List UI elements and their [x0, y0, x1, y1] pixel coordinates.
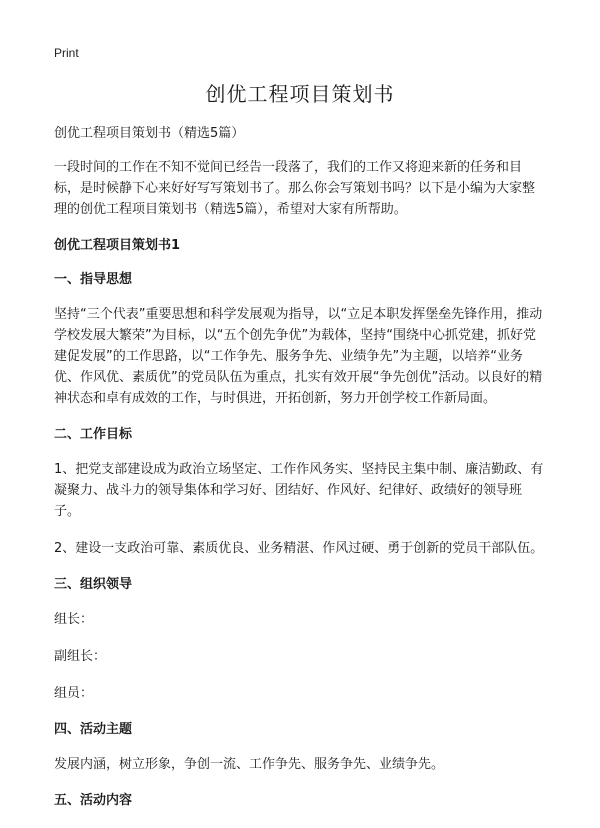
section-title: 创优工程项目策划书1	[54, 238, 181, 253]
paragraph-activity-theme: 发展内涵，树立形象，争创一流、工作争先、服务争先、业绩争先。	[54, 757, 445, 772]
document-subtitle: 创优工程项目策划书（精选5篇）	[54, 126, 245, 141]
heading-guiding-ideology: 一、指导思想	[54, 272, 133, 287]
intro-paragraph: 一段时间的工作在不知不觉间已经告一段落了，我们的工作又将迎来新的任务和目标，是时候静下心来好好写写策划书了。那么你会写策划书吗？以下是小编为大家整理的创优工程项目策划书（精选5篇），希望对大家有所帮助。	[54, 160, 536, 217]
leader-line: 组长：	[54, 612, 94, 627]
paragraph-goal-2: 2、建设一支政治可靠、素质优良、业务精湛、作风过硬、勇于创新的党员干部队伍。	[54, 541, 544, 556]
document-body	[54, 123, 546, 825]
heading-work-goals: 二、工作目标	[54, 427, 133, 442]
heading-activity-content: 五、活动内容	[54, 793, 133, 808]
paragraph-guiding-ideology: 坚持“三个代表”重要思想和科学发展观为指导，以“立足本职发挥堡垒先锋作用，推动学校发展大繁荣”为目标，以“五个创先争优”为载体，坚持“围绕中心抓党建，抓好党建促发展”的工作思路，以“工作争先、服务争先、业绩争先”为主题，以培养“业务优、作风优、素质优”的党员队伍为重点，扎实有效开展“争先创优”活动。以良好的精神状态和卓有成效的工作，与时俱进，开拓创新，努力开创学校工作新局面。	[54, 307, 543, 406]
page-title: 创优工程项目策划书	[205, 82, 395, 106]
deputy-leader-line: 副组长：	[54, 649, 107, 664]
members-line: 组员：	[54, 686, 94, 701]
heading-activity-theme: 四、活动主题	[54, 722, 133, 737]
paragraph-goal-1: 1、把党支部建设成为政治立场坚定、工作作风务实、坚持民主集中制、廉洁勤政、有凝聚力、战斗力的领导集体和学习好、团结好、作风好、纪律好、政绩好的领导班子。	[54, 462, 544, 519]
print-link[interactable]: Print	[54, 46, 79, 60]
heading-organization: 三、组织领导	[54, 577, 133, 592]
